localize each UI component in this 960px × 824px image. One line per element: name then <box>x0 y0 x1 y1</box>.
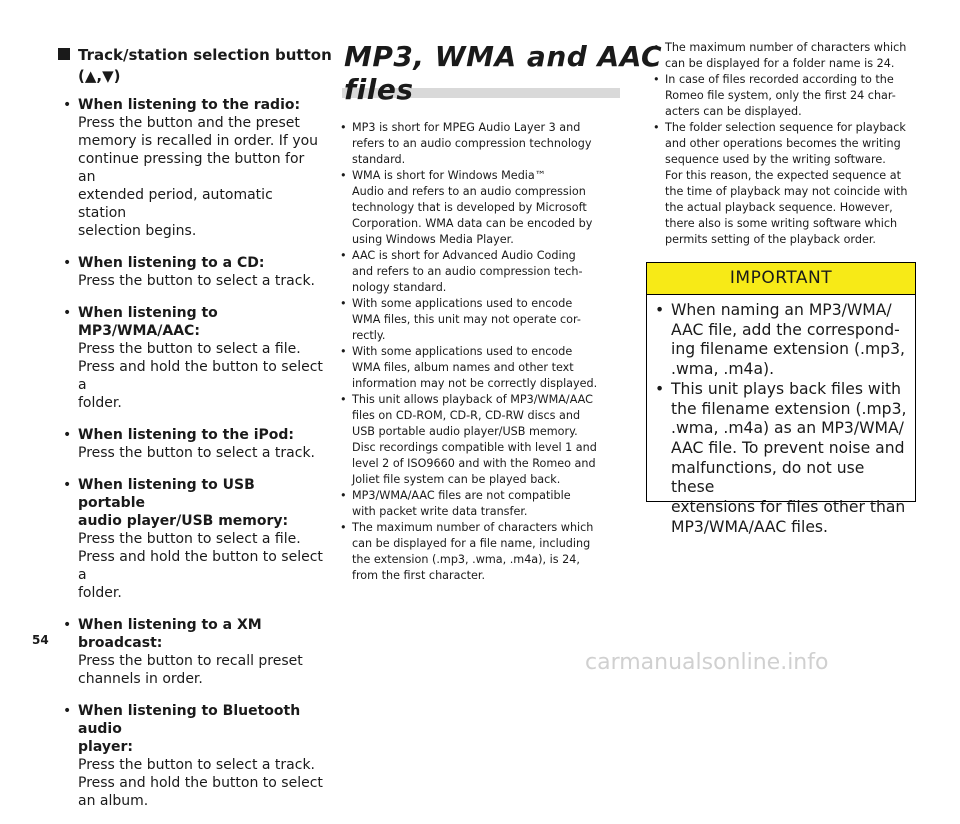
important-heading: IMPORTANT <box>647 263 915 295</box>
list-item: • The maximum number of characters which can be displayed for a folder name is 24. <box>653 40 918 72</box>
page-number: 54 <box>32 633 49 647</box>
important-list <box>655 301 911 537</box>
list-item: • AAC is short for Advanced Audio Coding and refers to an audio compression tech- nology standard. <box>340 248 620 296</box>
list-item <box>58 616 323 688</box>
important-item: • This unit plays back files with the filename extension (.mp3, .wma, .m4a) as an MP3/WMA/ AAC file. To prevent noise and malfunctions, do not use these extensions for files other than MP3/WMA/AAC files. <box>655 380 911 538</box>
square-bullet-icon <box>58 48 70 60</box>
list-item <box>58 426 323 462</box>
item-heading: • When listening to Bluetooth audio player: <box>78 703 301 755</box>
watermark: carmanualsonline.info <box>585 650 829 675</box>
list-item: • In case of files recorded according to the Romeo file system, only the first 24 char- acters can be displayed. <box>653 72 918 120</box>
item-heading: • When listening to the iPod: <box>78 427 295 443</box>
item-body: Press the button to recall preset channels in order. <box>78 653 303 687</box>
list-item: • With some applications used to encode WMA files, album names and other text information may not be correctly displayed. <box>340 344 620 392</box>
list-item: • The folder selection sequence for playback and other operations becomes the writing sequence used by the writing software. For this reason, the expected sequence at the time of playback may not coincide with the actual playback sequence. However, there also is some writing software which permits setting of the playback order. <box>653 120 918 248</box>
item-body: Press the button to select a track. <box>78 273 316 289</box>
list-item <box>58 96 323 240</box>
page-title <box>342 40 663 106</box>
item-body: Press the button and the preset memory is recalled in order. If you continue pressing the button for an extended period, automatic station selection begins. <box>78 115 319 239</box>
item-body: Press the button to select a track. <box>78 445 316 461</box>
list-item: • The maximum number of characters which can be displayed for a file name, including the extension (.mp3, .wma, .m4a), is 24, from the first character. <box>340 520 620 584</box>
list-item: • With some applications used to encode WMA files, this unit may not operate cor- rectly. <box>340 296 620 344</box>
list-item: • MP3/WMA/AAC files are not compatible with packet write data transfer. <box>340 488 620 520</box>
important-box <box>646 262 916 536</box>
important-item: • When naming an MP3/WMA/ AAC file, add the correspond- ing filename extension (.mp3, .wma, .m4a). <box>655 301 911 380</box>
list-item <box>58 702 323 810</box>
list-item <box>58 254 323 290</box>
item-body: Press the button to select a file. Press and hold the button to select a folder. <box>78 341 323 411</box>
item-heading: • When listening to a XM broadcast: <box>78 617 262 651</box>
list-item: • MP3 is short for MPEG Audio Layer 3 and refers to an audio compression technology standard. <box>340 120 620 168</box>
item-heading: • When listening to MP3/WMA/AAC: <box>78 305 218 339</box>
list-item: • This unit allows playback of MP3/WMA/AAC files on CD-ROM, CD-R, CD-RW discs and USB portable audio player/USB memory. Disc recordings compatible with level 1 and level 2 of ISO9660 and with the Romeo and Joliet file system can be played back. <box>340 392 620 488</box>
section-heading-line2: (▲,▼) <box>78 67 121 85</box>
item-heading: • When listening to a CD: <box>78 255 265 271</box>
list-item <box>58 304 323 412</box>
page-title-line1: MP3, WMA and AAC <box>344 40 663 73</box>
folder-notes-list <box>653 40 918 248</box>
section-heading-line1: Track/station selection button <box>78 46 332 64</box>
listening-modes-list <box>58 96 323 824</box>
item-heading: • When listening to USB portable audio player/USB memory: <box>78 477 289 529</box>
page-title-line2: files <box>344 73 414 106</box>
item-body: Press the button to select a file. Press and hold the button to select a folder. <box>78 531 323 601</box>
list-item <box>58 476 323 602</box>
item-heading: • When listening to the radio: <box>78 97 301 113</box>
list-item: • WMA is short for Windows Media™ Audio and refers to an audio compression technology that is developed by Microsoft Corporation. WMA data can be encoded by using Windows Media Player. <box>340 168 620 248</box>
file-format-notes-list <box>340 120 620 584</box>
item-body: Press the button to select a track. Press and hold the button to select an album. <box>78 757 323 809</box>
